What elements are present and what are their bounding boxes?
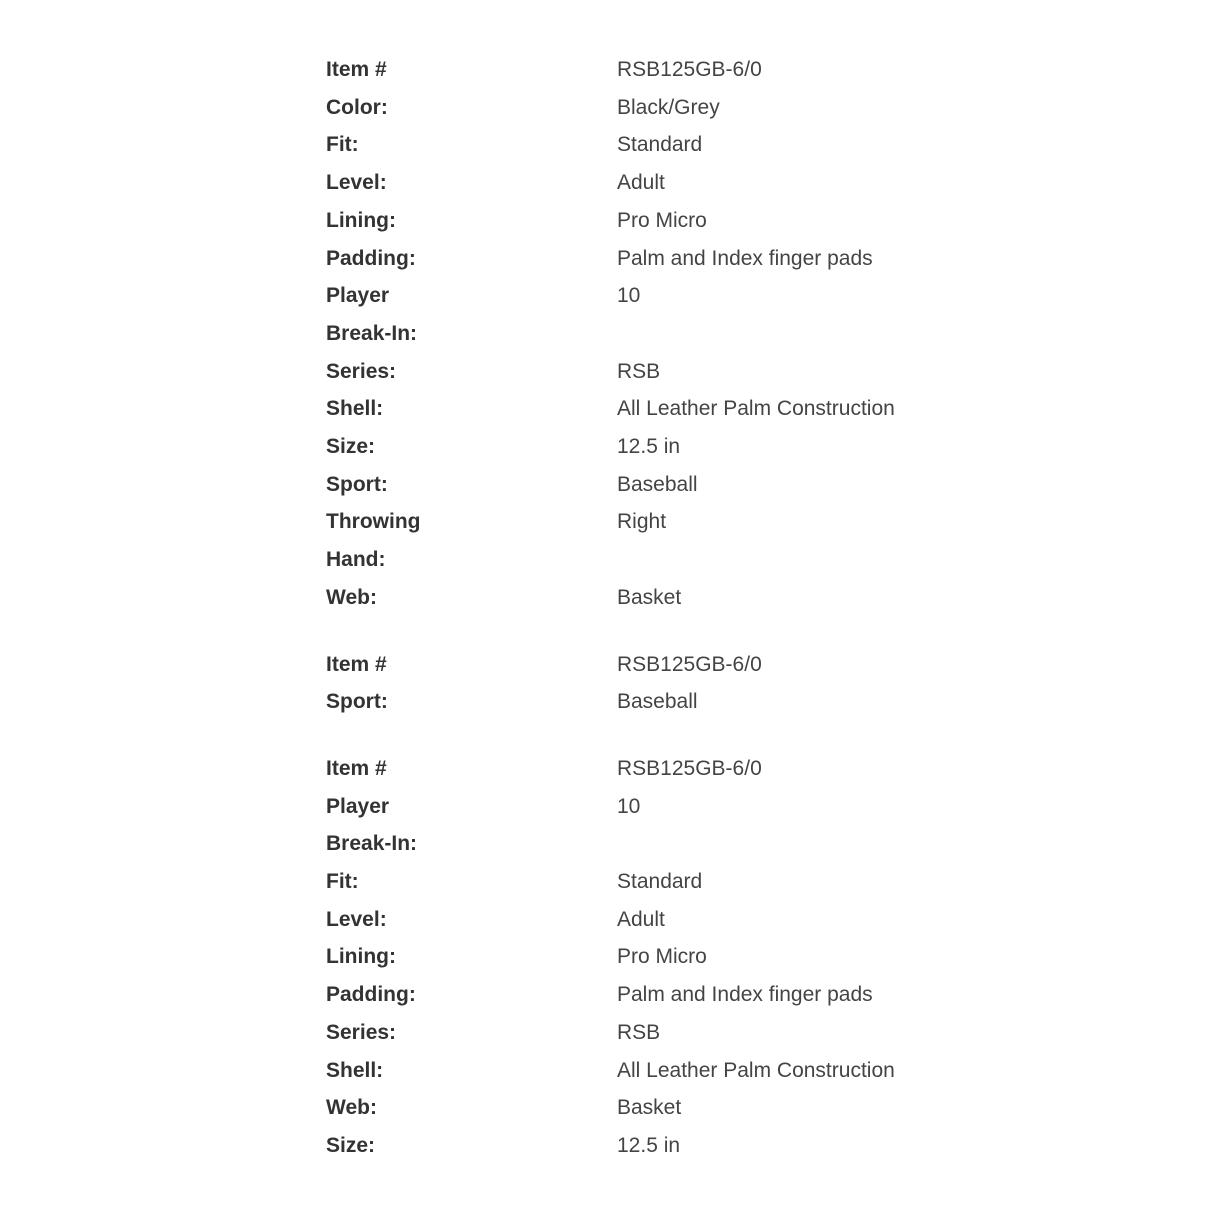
spec-value: RSB <box>617 1020 661 1044</box>
spec-row-web <box>326 579 1026 617</box>
spec-label: Level: <box>326 907 387 931</box>
spec-row-shell <box>326 1052 1026 1090</box>
spec-label: Size: <box>326 435 376 459</box>
spec-row-item-number <box>326 646 1026 684</box>
spec-row-level <box>326 164 1026 202</box>
spec-row-size <box>326 1127 1026 1165</box>
spec-row-sport <box>326 683 1026 721</box>
spec-label: Lining: <box>326 945 396 969</box>
spec-label: Web: <box>326 1096 377 1120</box>
spec-row-level <box>326 901 1026 939</box>
spec-value: Standard <box>617 133 703 157</box>
spec-label: Item # <box>326 58 387 81</box>
spec-value: Adult <box>617 171 665 195</box>
spec-value: RSB125GB-6/0 <box>617 756 762 780</box>
spec-value: RSB125GB-6/0 <box>617 58 762 81</box>
spec-label: Item # <box>326 756 387 780</box>
spec-label: Item # <box>326 652 387 676</box>
spec-label: Fit: <box>326 133 359 157</box>
spec-label: Fit: <box>326 870 359 894</box>
spec-row-series <box>326 1014 1026 1052</box>
spec-label: Shell: <box>326 1058 384 1082</box>
spec-label: Level: <box>326 171 387 195</box>
spec-value: Palm and Index finger pads <box>617 983 873 1007</box>
spec-row-web <box>326 1089 1026 1127</box>
spec-value: All Leather Palm Construction <box>617 397 895 421</box>
spec-value: Pro Micro <box>617 208 707 232</box>
spec-row-series <box>326 353 1026 391</box>
spec-label: Player Break-In: <box>326 794 418 856</box>
spec-value: Pro Micro <box>617 945 707 969</box>
spec-label: Lining: <box>326 208 396 232</box>
spec-row-throwing-hand <box>326 503 1026 578</box>
spec-row-player-break-in <box>326 788 1026 863</box>
spec-value: Baseball <box>617 690 698 714</box>
spec-row-item-number <box>326 51 1026 89</box>
spec-value: All Leather Palm Construction <box>617 1058 895 1082</box>
spec-value: Adult <box>617 907 665 931</box>
spec-row-padding <box>326 240 1026 278</box>
spec-row-color <box>326 89 1026 127</box>
spec-label: Sport: <box>326 690 388 714</box>
spec-label: Throwing Hand: <box>326 510 421 572</box>
spec-value: Baseball <box>617 472 698 496</box>
spec-row-sport <box>326 466 1026 504</box>
spec-label: Padding: <box>326 246 416 270</box>
spec-label: Color: <box>326 95 388 119</box>
spec-table-3 <box>326 750 1026 1165</box>
spec-value: Right <box>617 510 667 534</box>
spec-row-lining <box>326 938 1026 976</box>
spec-row-shell <box>326 390 1026 428</box>
spec-value: Black/Grey <box>617 95 720 119</box>
spec-value: Basket <box>617 1096 682 1120</box>
spec-label: Shell: <box>326 397 384 421</box>
spec-value: RSB <box>617 359 661 383</box>
spec-row-lining <box>326 202 1026 240</box>
spec-value: 12.5 in <box>617 1133 681 1157</box>
spec-value: 10 <box>617 794 641 818</box>
spec-value: Standard <box>617 870 703 894</box>
spec-label: Series: <box>326 359 397 383</box>
spec-label: Size: <box>326 1133 376 1157</box>
spec-value: 10 <box>617 284 641 308</box>
spec-label: Web: <box>326 585 377 609</box>
spec-label: Player Break-In: <box>326 284 418 345</box>
spec-row-size <box>326 428 1026 466</box>
spec-value: RSB125GB-6/0 <box>617 652 762 676</box>
spec-value: Basket <box>617 585 682 609</box>
spec-table-2 <box>326 646 1026 721</box>
spec-value: 12.5 in <box>617 435 681 459</box>
spec-row-fit <box>326 863 1026 901</box>
spec-row-item-number <box>326 750 1026 788</box>
spec-row-player-break-in <box>326 277 1026 352</box>
spec-row-fit <box>326 126 1026 164</box>
spec-table-1 <box>326 51 1026 617</box>
spec-value: Palm and Index finger pads <box>617 246 873 270</box>
spec-label: Series: <box>326 1020 397 1044</box>
spec-row-padding <box>326 976 1026 1014</box>
spec-label: Padding: <box>326 983 416 1007</box>
product-specs <box>326 51 1026 1194</box>
spec-label: Sport: <box>326 472 388 496</box>
